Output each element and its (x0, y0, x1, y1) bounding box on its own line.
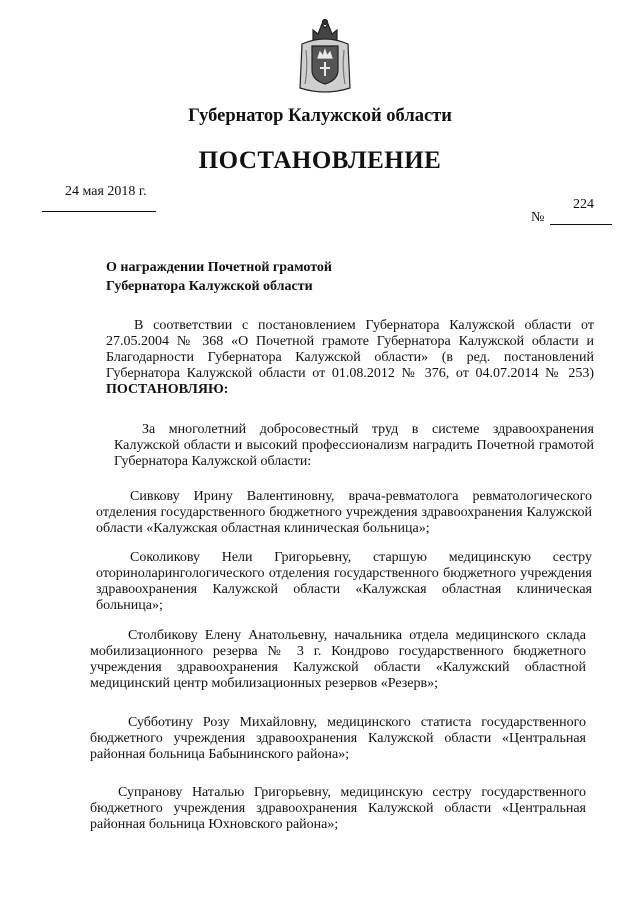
date-underline (42, 211, 156, 212)
issuer-title: Губернатор Калужской области (188, 106, 452, 126)
decree-word: ПОСТАНОВЛЯЮ: (106, 382, 229, 397)
document-type-title: ПОСТАНОВЛЕНИЕ (198, 147, 442, 174)
awardee-paragraph: Соколикову Нели Григорьевну, старшую медицинскую сестру оториноларингологического отделения государственного бюджетного учреждения здравоохранения Калужской области «Калужская областная клиническая больница»; (96, 550, 592, 613)
award-intro-paragraph: За многолетний добросовестный труд в системе здравоохранения Калужской области и высокий профессионализм наградить Почетной грамотой Губернатора Калужской области: (114, 422, 594, 469)
subject-line: О награждении Почетной грамотой (106, 260, 332, 275)
preamble-paragraph (106, 318, 594, 398)
subject-line: Губернатора Калужской области (106, 279, 313, 294)
awardee-paragraph: Супранову Наталью Григорьевну, медицинскую сестру государственного бюджетного учреждения здравоохранения Калужской области «Центральная районная больница Юхновского района»; (90, 785, 586, 832)
document-number: 224 (573, 197, 594, 212)
document-subject (106, 258, 426, 296)
number-underline (550, 224, 612, 225)
document-date: 24 мая 2018 г. (65, 184, 147, 199)
awardee-paragraph: Столбикову Елену Анатольевну, начальника отдела медицинского склада мобилизационного резерва № 3 г. Кондрово государственного бюджетного учреждения здравоохранения Калужской области «Калужский областной медицинский центр мобилизационных резервов «Резерв»; (90, 628, 586, 691)
preamble-text: В соответствии с постановлением Губернатора Калужской области от 27.05.2004 № 368 «О Почетной грамоте Губернатора Калужской области и Благодарности Губернатора Калужской области» (в ред. постановлений Губернатора Калужской области от 01.08.2012 № 376, от 04.07.2014 № 253) (106, 318, 594, 381)
coat-of-arms-emblem (298, 18, 352, 96)
awardee-paragraph: Субботину Розу Михайловну, медицинского статиста государственного бюджетного учреждения здравоохранения Калужской области «Центральная районная больница Бабынинского района»; (90, 715, 586, 762)
number-sign: № (531, 210, 545, 225)
awardee-paragraph: Сивкову Ирину Валентиновну, врача-ревматолога ревматологического отделения государственного бюджетного учреждения здравоохранения Калужской области «Калужская областная клиническая больница»; (96, 489, 592, 536)
